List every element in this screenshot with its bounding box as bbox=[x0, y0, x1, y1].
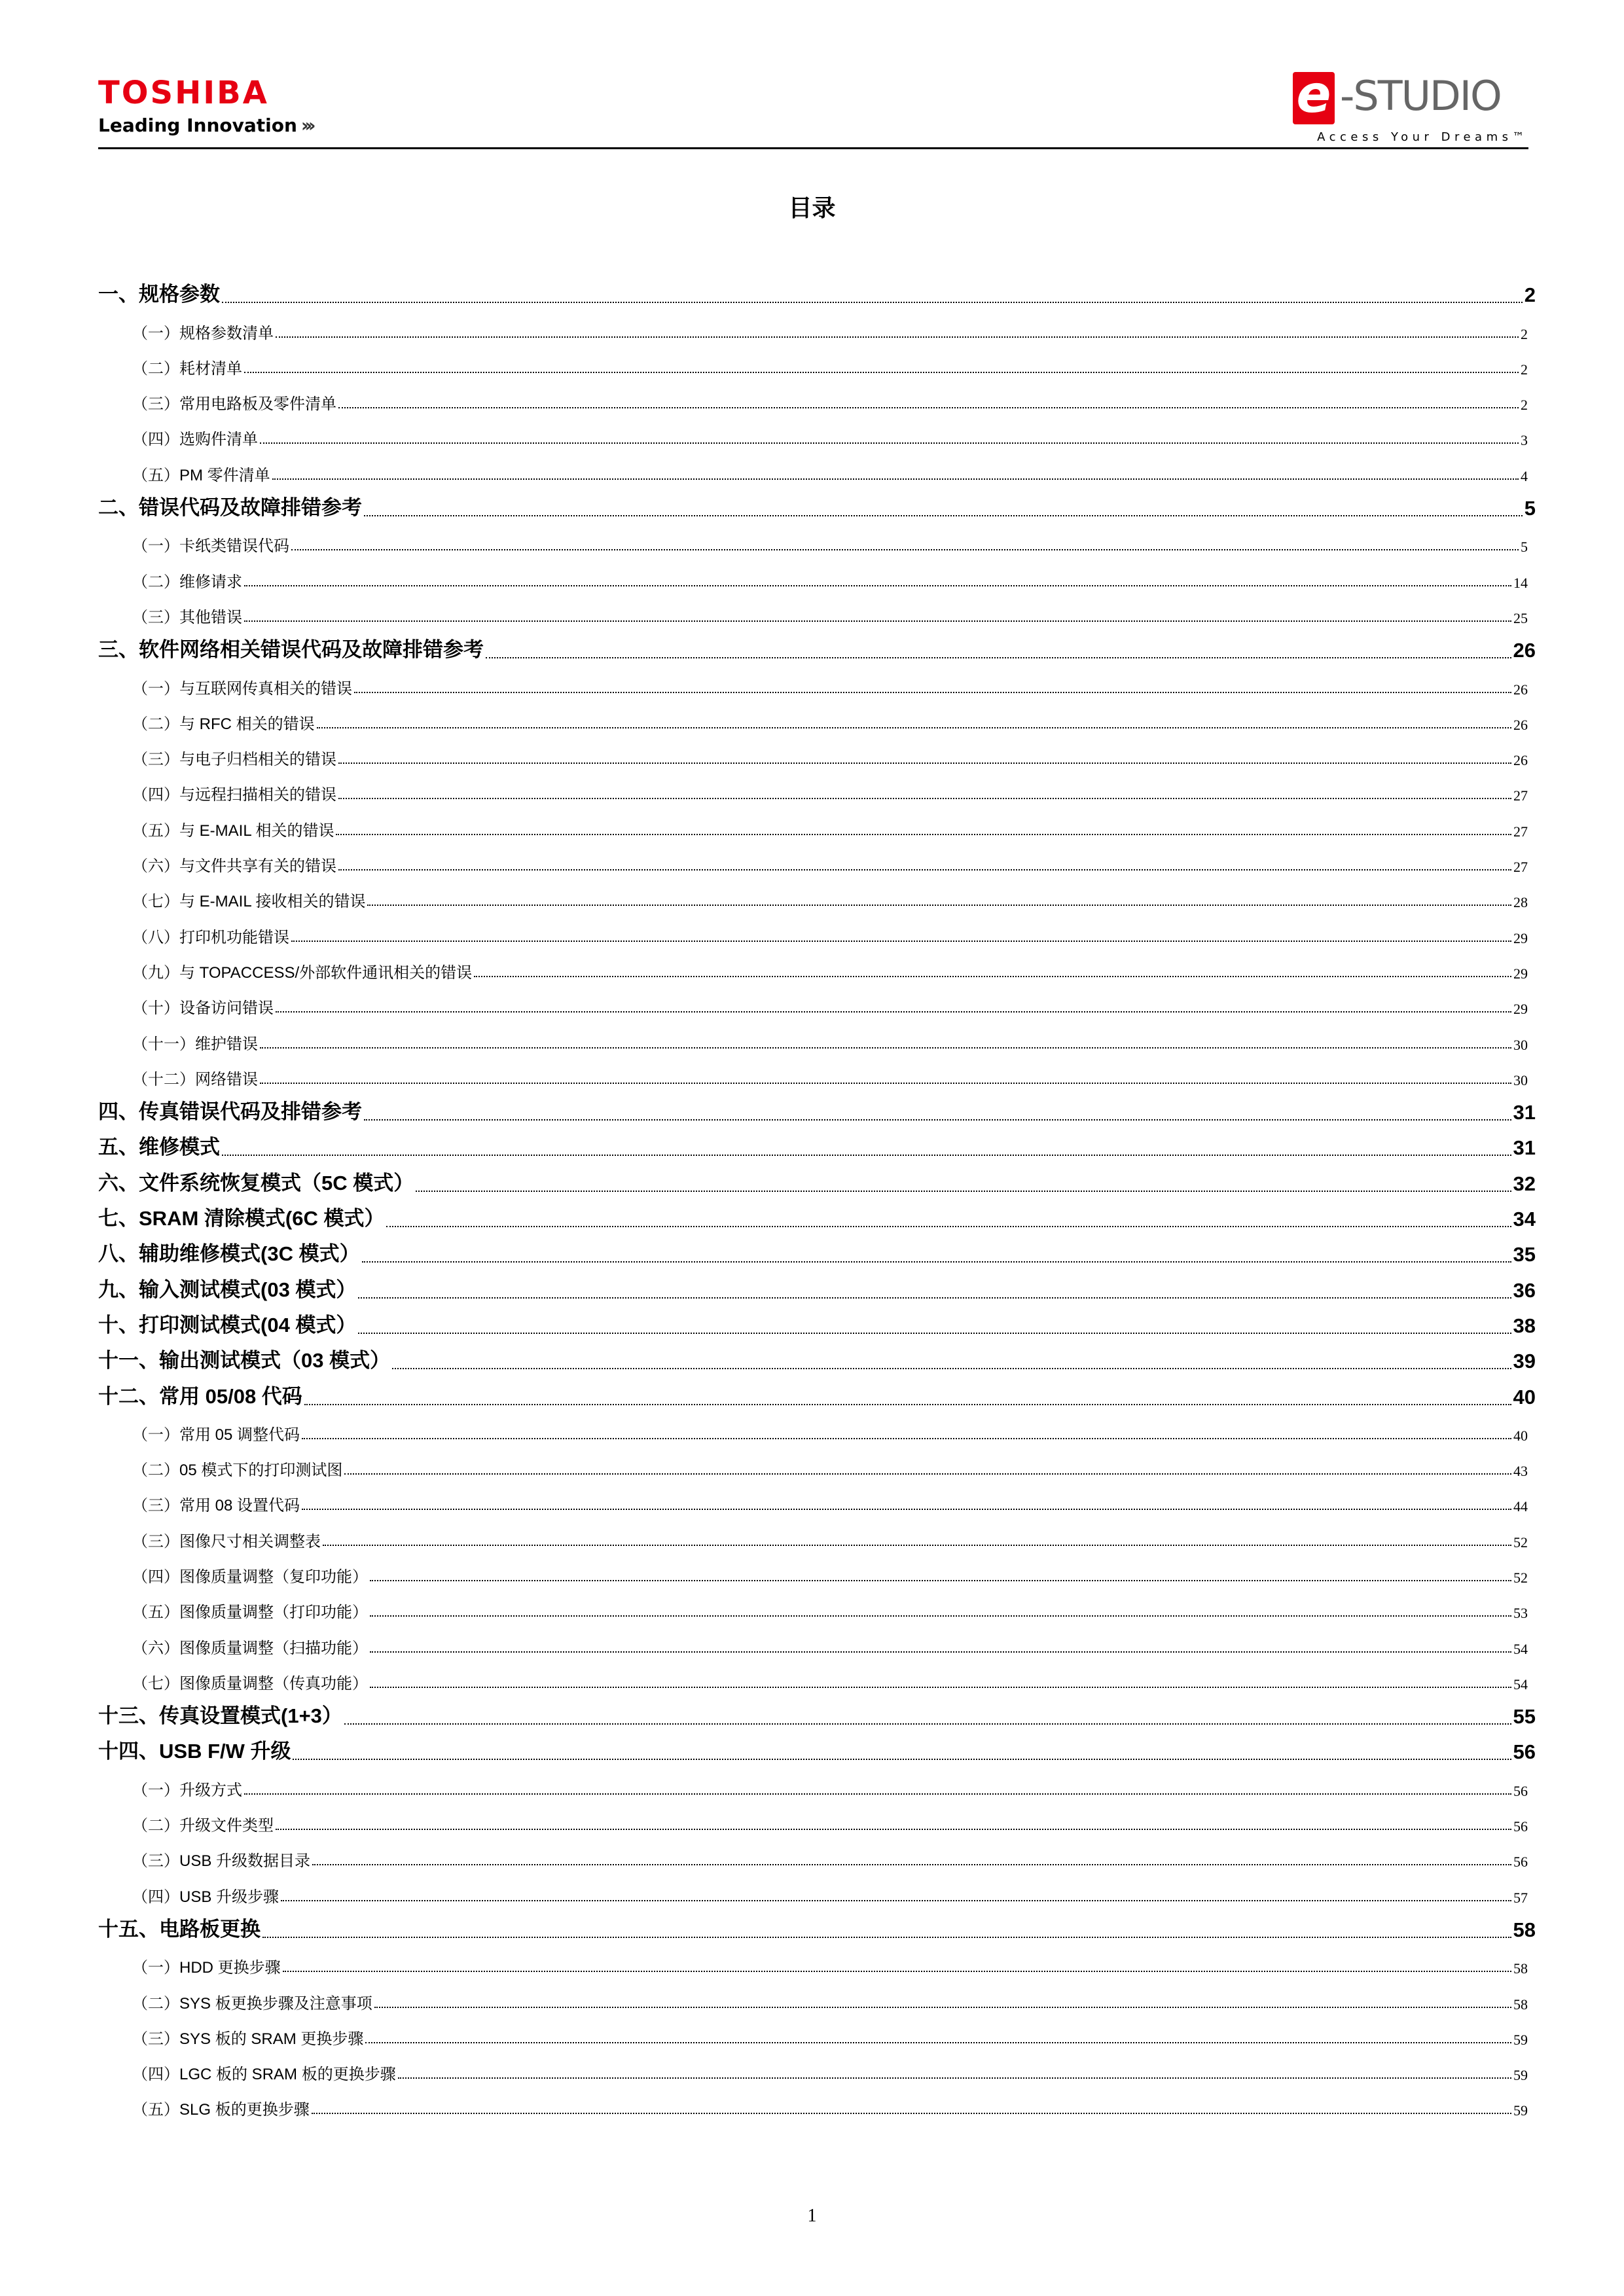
toc-chapter-entry[interactable] bbox=[98, 1266, 1536, 1302]
toc-entry-label: （二）SYS 板更换步骤及注意事项 bbox=[132, 1994, 372, 2013]
toc-entry-page: 30 bbox=[1513, 1036, 1528, 1053]
toc-entry-label: 九、输入测试模式(03 模式） bbox=[98, 1278, 357, 1301]
toc-entry-label: （四）图像质量调整（复印功能） bbox=[132, 1568, 368, 1586]
toc-dot-leader bbox=[374, 2007, 1511, 2008]
toc-entry-page: 25 bbox=[1513, 609, 1528, 626]
toc-dot-leader bbox=[358, 1297, 1511, 1299]
toc-dot-leader bbox=[260, 1083, 1511, 1084]
toc-entry-page: 31 bbox=[1513, 1136, 1536, 1160]
logo-text: -STUDIO bbox=[1340, 72, 1501, 120]
toc-chapter-entry[interactable] bbox=[98, 272, 1536, 307]
toc-chapter-entry[interactable] bbox=[98, 1338, 1536, 1373]
toc-entry-page: 27 bbox=[1513, 823, 1528, 840]
toc-entry-page: 43 bbox=[1513, 1463, 1528, 1480]
toc-section-entry[interactable] bbox=[98, 1054, 1536, 1089]
toc-entry-label: 十二、常用 05/08 代码 bbox=[98, 1384, 302, 1408]
toc-entry-page: 29 bbox=[1513, 929, 1528, 946]
toc-entry-label: 十、打印测试模式(04 模式） bbox=[98, 1313, 357, 1336]
toc-section-entry[interactable] bbox=[98, 1800, 1536, 1835]
toc-entry-label: 七、SRAM 清除模式(6C 模式） bbox=[98, 1207, 385, 1230]
toc-dot-leader bbox=[370, 1687, 1511, 1688]
toc-section-entry[interactable] bbox=[98, 2013, 1536, 2049]
toc-dot-leader bbox=[304, 1404, 1511, 1405]
toc-entry-label: （一）规格参数清单 bbox=[132, 324, 274, 342]
toc-dot-leader bbox=[323, 1545, 1511, 1546]
toc-chapter-entry[interactable] bbox=[98, 1160, 1536, 1195]
toc-entry-label: （三）SYS 板的 SRAM 更换步骤 bbox=[132, 2030, 364, 2048]
toc-dot-leader bbox=[312, 1864, 1511, 1865]
toc-chapter-entry[interactable] bbox=[98, 485, 1536, 520]
toc-dot-leader bbox=[244, 372, 1519, 373]
toc-entry-page: 40 bbox=[1513, 1427, 1528, 1444]
toc-entry-label: （五）图像质量调整（打印功能） bbox=[132, 1604, 368, 1622]
toc-entry-page: 2 bbox=[1521, 325, 1528, 342]
toc-entry-label: （二）维修请求 bbox=[132, 573, 242, 591]
toc-section-entry[interactable] bbox=[98, 1587, 1536, 1622]
toc-entry-label: （十）设备访问错误 bbox=[132, 999, 274, 1018]
toc-entry-label: （一）卡纸类错误代码 bbox=[132, 537, 289, 556]
toc-section-entry[interactable] bbox=[98, 982, 1536, 1018]
toc-entry-page: 5 bbox=[1521, 539, 1528, 556]
toc-entry-label: （一）与互联网传真相关的错误 bbox=[132, 679, 352, 698]
toc-entry-page: 28 bbox=[1513, 894, 1528, 911]
toc-entry-page: 26 bbox=[1513, 681, 1528, 698]
toc-entry-label: 十三、传真设置模式(1+3） bbox=[98, 1704, 342, 1728]
toc-entry-page: 32 bbox=[1513, 1172, 1536, 1195]
toc-dot-leader bbox=[358, 1333, 1511, 1334]
toc-entry-label: （十二）网络错误 bbox=[132, 1070, 258, 1088]
toc-entry-page: 35 bbox=[1513, 1243, 1536, 1266]
toc-dot-leader bbox=[222, 1155, 1511, 1156]
toc-entry-label: （三）常用 08 设置代码 bbox=[132, 1497, 300, 1515]
toc-dot-leader bbox=[364, 1119, 1511, 1121]
toc-chapter-entry[interactable] bbox=[98, 1089, 1536, 1124]
toc-section-entry[interactable] bbox=[98, 840, 1536, 876]
toc-dot-leader bbox=[262, 1937, 1511, 1938]
toc-section-entry[interactable] bbox=[98, 592, 1536, 627]
toc-entry-label: （一）升级方式 bbox=[132, 1781, 242, 1799]
toc-dot-leader bbox=[272, 478, 1519, 480]
page-number: 1 bbox=[807, 2206, 817, 2226]
table-of-contents bbox=[98, 272, 1536, 2119]
toc-dot-leader bbox=[291, 941, 1511, 942]
toc-entry-label: （五）与 E-MAIL 相关的错误 bbox=[132, 821, 334, 840]
toc-dot-leader bbox=[386, 1226, 1511, 1227]
toc-entry-label: （二）与 RFC 相关的错误 bbox=[132, 715, 315, 733]
toc-dot-leader bbox=[362, 1261, 1511, 1263]
brand-tagline-row bbox=[98, 117, 312, 135]
toc-section-entry[interactable] bbox=[98, 378, 1536, 414]
toc-dot-leader bbox=[338, 798, 1511, 799]
toc-entry-page: 39 bbox=[1513, 1350, 1536, 1373]
toc-dot-leader bbox=[291, 549, 1519, 550]
toc-entry-page: 58 bbox=[1513, 1960, 1528, 1977]
toc-dot-leader bbox=[317, 727, 1511, 728]
toc-dot-leader bbox=[302, 1509, 1511, 1510]
toc-chapter-entry[interactable] bbox=[98, 1729, 1536, 1764]
toc-entry-label: （七）图像质量调整（传真功能） bbox=[132, 1674, 368, 1693]
toc-entry-page: 52 bbox=[1513, 1534, 1528, 1551]
toc-dot-leader bbox=[486, 657, 1511, 658]
toc-chapter-entry[interactable] bbox=[98, 1907, 1536, 1942]
toc-dot-leader bbox=[367, 905, 1511, 906]
toc-dot-leader bbox=[293, 1759, 1511, 1760]
header-rule bbox=[98, 147, 1528, 149]
toc-entry-label: 十一、输出测试模式（03 模式） bbox=[98, 1349, 391, 1372]
toc-entry-label: 十五、电路板更换 bbox=[98, 1917, 261, 1941]
toc-dot-leader bbox=[398, 2077, 1511, 2079]
toc-entry-page: 2 bbox=[1521, 397, 1528, 414]
toc-section-entry[interactable] bbox=[98, 1480, 1536, 1515]
toc-entry-page: 26 bbox=[1513, 716, 1528, 733]
toc-entry-label: （三）常用电路板及零件清单 bbox=[132, 395, 336, 414]
toc-entry-page: 27 bbox=[1513, 859, 1528, 876]
toc-entry-page: 4 bbox=[1521, 467, 1528, 484]
toc-section-entry[interactable] bbox=[98, 1444, 1536, 1480]
toc-entry-page: 59 bbox=[1513, 2102, 1528, 2119]
toc-entry-page: 29 bbox=[1513, 965, 1528, 982]
toc-entry-page: 56 bbox=[1513, 1818, 1528, 1835]
toc-entry-label: 四、传真错误代码及排错参考 bbox=[98, 1100, 362, 1124]
toc-entry-label: 八、辅助维修模式(3C 模式） bbox=[98, 1242, 360, 1266]
toc-section-entry[interactable] bbox=[98, 2049, 1536, 2084]
toc-entry-page: 2 bbox=[1524, 283, 1536, 307]
toc-entry-label: （三）与电子归档相关的错误 bbox=[132, 751, 336, 769]
toc-dot-leader bbox=[338, 869, 1511, 870]
toc-dot-leader bbox=[276, 1011, 1511, 1013]
toc-dot-leader bbox=[365, 2042, 1511, 2043]
toc-entry-page: 59 bbox=[1513, 2031, 1528, 2048]
toc-entry-page: 34 bbox=[1513, 1208, 1536, 1231]
toc-entry-page: 14 bbox=[1513, 574, 1528, 591]
toc-entry-label: 三、软件网络相关错误代码及故障排错参考 bbox=[98, 638, 484, 662]
toc-entry-page: 56 bbox=[1513, 1854, 1528, 1871]
toc-dot-leader bbox=[260, 442, 1519, 444]
toc-section-entry[interactable] bbox=[98, 876, 1536, 911]
toc-section-entry[interactable] bbox=[98, 1622, 1536, 1657]
toc-entry-label: （六）与文件共享有关的错误 bbox=[132, 857, 336, 876]
toc-entry-label: （四）USB 升级步骤 bbox=[132, 1888, 280, 1906]
toc-entry-page: 58 bbox=[1513, 1918, 1536, 1941]
toc-dot-leader bbox=[474, 976, 1511, 977]
toc-entry-page: 58 bbox=[1513, 1996, 1528, 2013]
toc-chapter-entry[interactable] bbox=[98, 1196, 1536, 1231]
toc-section-entry[interactable] bbox=[98, 698, 1536, 734]
toc-section-entry[interactable] bbox=[98, 1764, 1536, 1799]
toc-entry-label: （一）HDD 更换步骤 bbox=[132, 1959, 281, 1977]
toc-entry-page: 26 bbox=[1513, 752, 1528, 769]
toc-dot-leader bbox=[370, 1615, 1511, 1617]
toc-entry-label: 十四、USB F/W 升级 bbox=[98, 1740, 291, 1763]
toc-entry-label: （三）其他错误 bbox=[132, 608, 242, 626]
toc-entry-label: （八）打印机功能错误 bbox=[132, 928, 289, 946]
toc-section-entry[interactable] bbox=[98, 1942, 1536, 1977]
toc-dot-leader bbox=[222, 302, 1523, 303]
toc-section-entry[interactable] bbox=[98, 343, 1536, 378]
toc-entry-page: 5 bbox=[1524, 497, 1536, 520]
toc-dot-leader bbox=[364, 515, 1523, 516]
toc-section-entry[interactable] bbox=[98, 1658, 1536, 1693]
toc-entry-label: （五）PM 零件清单 bbox=[132, 466, 270, 484]
toc-section-entry[interactable] bbox=[98, 1977, 1536, 2013]
toc-section-entry[interactable] bbox=[98, 734, 1536, 769]
toc-entry-label: （七）与 E-MAIL 接收相关的错误 bbox=[132, 893, 366, 911]
toc-section-entry[interactable] bbox=[98, 414, 1536, 449]
toc-entry-page: 26 bbox=[1513, 639, 1536, 662]
toc-chapter-entry[interactable] bbox=[98, 1231, 1536, 1266]
toc-entry-page: 54 bbox=[1513, 1676, 1528, 1693]
toc-section-entry[interactable] bbox=[98, 520, 1536, 556]
toc-dot-leader bbox=[244, 585, 1511, 586]
toc-dot-leader bbox=[244, 1793, 1511, 1795]
toc-entry-page: 29 bbox=[1513, 1001, 1528, 1018]
toc-entry-label: （二）升级文件类型 bbox=[132, 1817, 274, 1835]
toc-dot-leader bbox=[344, 1473, 1511, 1475]
toc-entry-page: 52 bbox=[1513, 1569, 1528, 1586]
toc-dot-leader bbox=[281, 1900, 1511, 1901]
toc-entry-page: 3 bbox=[1521, 432, 1528, 449]
toc-dot-leader bbox=[244, 620, 1511, 622]
toc-entry-page: 56 bbox=[1513, 1782, 1528, 1799]
toc-chapter-entry[interactable] bbox=[98, 1302, 1536, 1338]
chevrons-icon: ››› bbox=[300, 115, 312, 136]
toc-entry-page: 40 bbox=[1513, 1385, 1536, 1408]
toc-entry-label: （九）与 TOPACCESS/外部软件通讯相关的错误 bbox=[132, 963, 473, 982]
logo-e-mark: e bbox=[1293, 72, 1335, 124]
toc-entry-page: 27 bbox=[1513, 787, 1528, 804]
toc-section-entry[interactable] bbox=[98, 1551, 1536, 1587]
toshiba-brand bbox=[98, 77, 312, 135]
toc-section-entry[interactable] bbox=[98, 1835, 1536, 1871]
toc-dot-leader bbox=[392, 1368, 1511, 1369]
toc-dot-leader bbox=[370, 1580, 1511, 1581]
toc-dot-leader bbox=[338, 762, 1511, 764]
toc-chapter-entry[interactable] bbox=[98, 1373, 1536, 1408]
brand-tagline: Leading Innovation bbox=[98, 115, 297, 136]
toc-entry-page: 59 bbox=[1513, 2067, 1528, 2084]
toc-entry-page: 36 bbox=[1513, 1278, 1536, 1302]
toc-entry-label: 一、规格参数 bbox=[98, 283, 220, 306]
toc-dot-leader bbox=[344, 1723, 1511, 1725]
toc-chapter-entry[interactable] bbox=[98, 627, 1536, 662]
toc-dot-leader bbox=[276, 1829, 1511, 1830]
toc-dot-leader bbox=[302, 1438, 1511, 1439]
toc-entry-page: 54 bbox=[1513, 1640, 1528, 1657]
toc-entry-page: 30 bbox=[1513, 1071, 1528, 1088]
toc-section-entry[interactable] bbox=[98, 804, 1536, 840]
toc-section-entry[interactable] bbox=[98, 769, 1536, 804]
toc-entry-label: 二、错误代码及故障排错参考 bbox=[98, 496, 362, 520]
toc-section-entry[interactable] bbox=[98, 662, 1536, 698]
toc-dot-leader bbox=[338, 407, 1519, 408]
toc-dot-leader bbox=[260, 1047, 1511, 1049]
toc-entry-page: 31 bbox=[1513, 1101, 1536, 1124]
toc-entry-label: （四）选购件清单 bbox=[132, 431, 258, 449]
toc-entry-label: 五、维修模式 bbox=[98, 1136, 220, 1159]
toc-entry-page: 56 bbox=[1513, 1740, 1536, 1764]
toc-entry-label: （三）图像尺寸相关调整表 bbox=[132, 1532, 321, 1551]
toc-section-entry[interactable] bbox=[98, 307, 1536, 342]
toc-entry-label: （一）常用 05 调整代码 bbox=[132, 1426, 300, 1444]
toc-section-entry[interactable] bbox=[98, 911, 1536, 946]
toc-entry-label: （五）SLG 板的更换步骤 bbox=[132, 2101, 310, 2119]
toc-entry-page: 44 bbox=[1513, 1498, 1528, 1515]
toc-entry-label: （二）耗材清单 bbox=[132, 359, 242, 378]
toc-entry-page: 55 bbox=[1513, 1705, 1536, 1729]
page-title: 目录 bbox=[788, 194, 836, 221]
toc-dot-leader bbox=[354, 692, 1511, 693]
toc-entry-page: 2 bbox=[1521, 361, 1528, 378]
toc-entry-label: （六）图像质量调整（扫描功能） bbox=[132, 1639, 368, 1657]
toc-entry-label: （四）与远程扫描相关的错误 bbox=[132, 786, 336, 804]
toc-section-entry[interactable] bbox=[98, 947, 1536, 982]
toc-section-entry[interactable] bbox=[98, 2084, 1536, 2119]
toc-section-entry[interactable] bbox=[98, 1409, 1536, 1444]
logo-tagline: Access Your Dreams™ bbox=[1317, 130, 1528, 144]
toc-entry-page: 38 bbox=[1513, 1314, 1536, 1337]
toc-dot-leader bbox=[370, 1651, 1511, 1653]
brand-name: TOSHIBA bbox=[98, 75, 269, 111]
toc-entry-label: （三）USB 升级数据目录 bbox=[132, 1852, 311, 1871]
toc-section-entry[interactable] bbox=[98, 1871, 1536, 1906]
toc-entry-label: （十一）维护错误 bbox=[132, 1035, 258, 1053]
toc-section-entry[interactable] bbox=[98, 1515, 1536, 1551]
estudio-logo bbox=[1293, 65, 1528, 149]
toc-entry-label: 六、文件系统恢复模式（5C 模式） bbox=[98, 1171, 414, 1194]
toc-dot-leader bbox=[283, 1971, 1511, 1972]
toc-dot-leader bbox=[416, 1191, 1511, 1192]
toc-entry-label: （二）05 模式下的打印测试图 bbox=[132, 1462, 343, 1480]
toc-section-entry[interactable] bbox=[98, 556, 1536, 591]
toc-dot-leader bbox=[336, 834, 1511, 835]
toc-section-entry[interactable] bbox=[98, 449, 1536, 484]
toc-entry-page: 57 bbox=[1513, 1889, 1528, 1906]
toc-dot-leader bbox=[312, 2113, 1511, 2114]
toc-chapter-entry[interactable] bbox=[98, 1124, 1536, 1160]
toc-section-entry[interactable] bbox=[98, 1018, 1536, 1053]
toc-chapter-entry[interactable] bbox=[98, 1693, 1536, 1729]
toc-entry-label: （四）LGC 板的 SRAM 板的更换步骤 bbox=[132, 2066, 396, 2084]
page-header bbox=[98, 65, 1528, 149]
toc-dot-leader bbox=[276, 336, 1519, 338]
toc-entry-page: 53 bbox=[1513, 1605, 1528, 1622]
